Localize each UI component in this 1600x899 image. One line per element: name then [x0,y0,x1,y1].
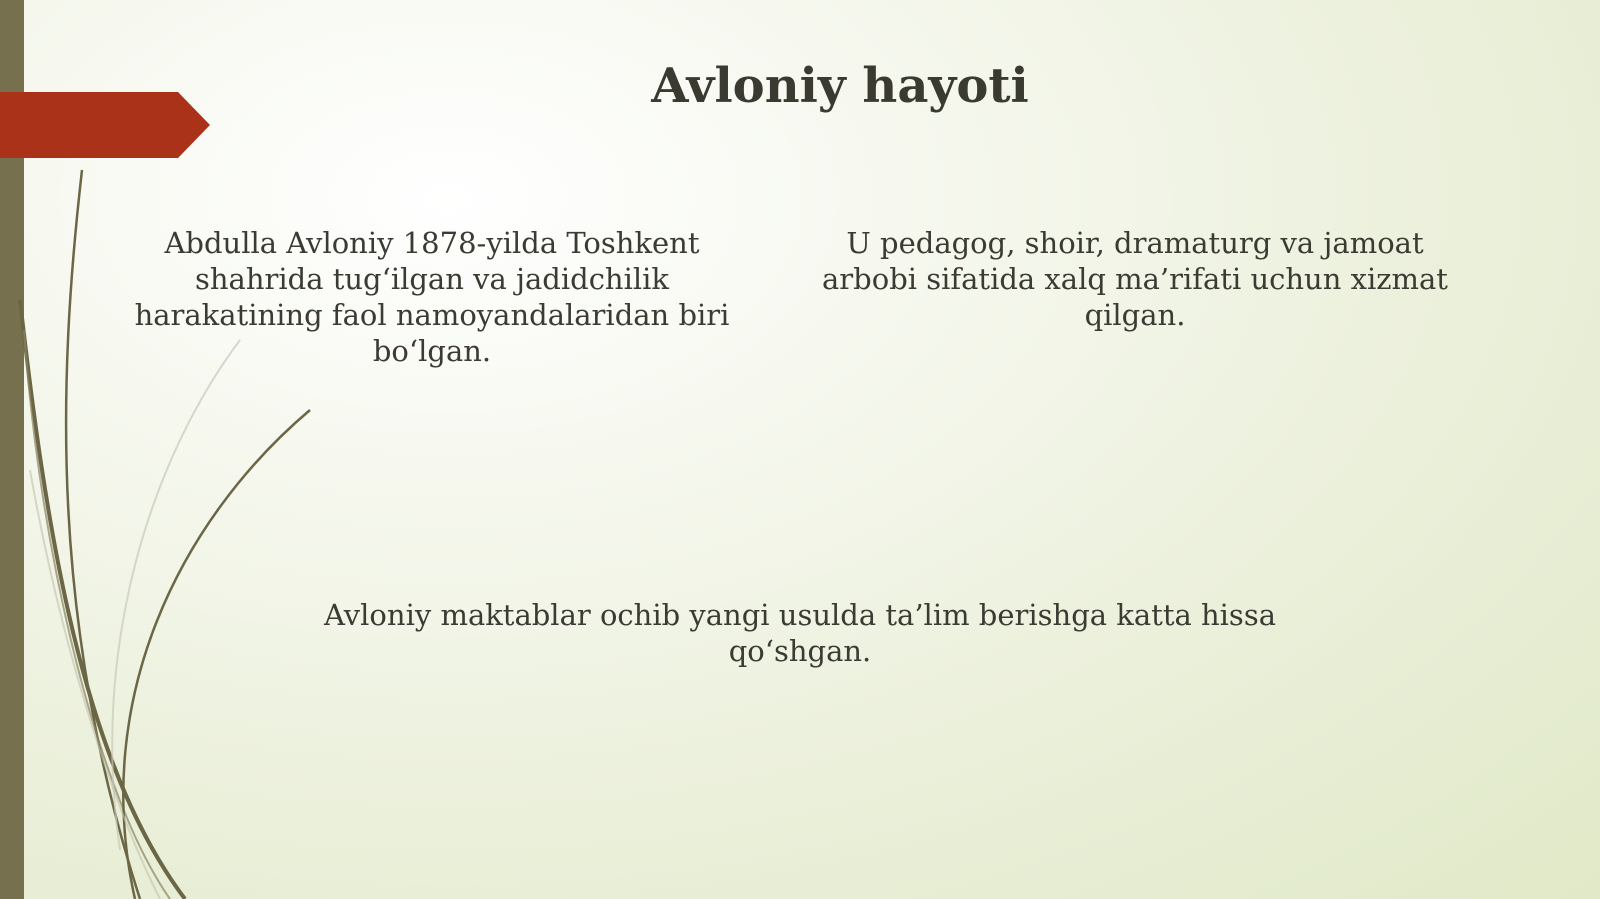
paragraph-schools: Avloniy maktablar ochib yangi usulda ta’lim berishga katta hissa qo‘shgan. [324,598,1276,668]
paragraph-roles: U pedagog, shoir, dramaturg va jamoat arbobi sifatida xalq ma’rifati uchun xizmat qilgan. [822,226,1448,332]
paragraph-birth: Abdulla Avloniy 1878-yilda Toshkent shahrida tug‘ilgan va jadidchilik harakatining faol namoyandalaridan biri bo‘lgan. [134,226,730,368]
slide-title: Avloniy hayoti [651,58,1029,114]
